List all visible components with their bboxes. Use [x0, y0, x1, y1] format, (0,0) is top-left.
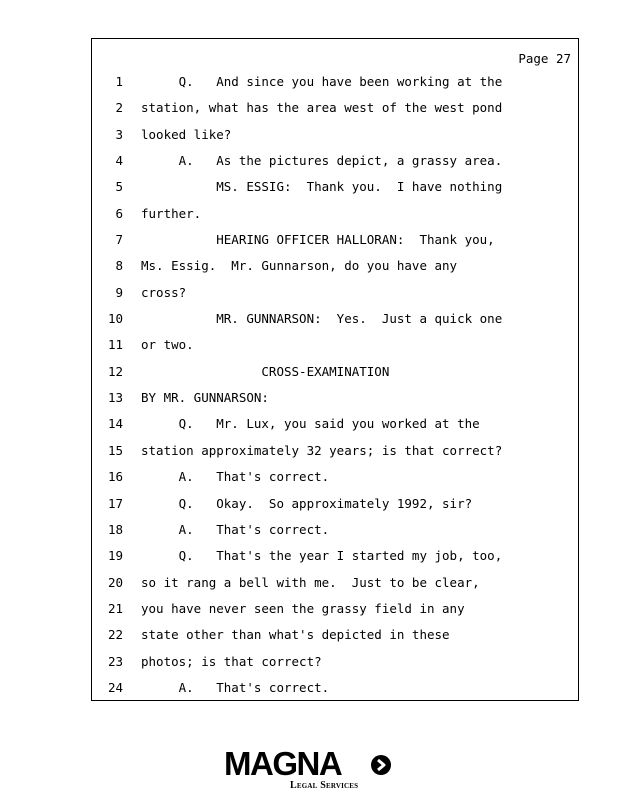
- transcript-line: [92, 258, 578, 284]
- transcript-line: [92, 364, 578, 390]
- line-number: 5: [115, 179, 123, 195]
- line-text: further.: [141, 205, 202, 221]
- transcript-line: [92, 627, 578, 653]
- transcript-line: [92, 285, 578, 311]
- transcript-line: [92, 179, 578, 205]
- transcript-line: [92, 74, 578, 100]
- line-text: Ms. Essig. Mr. Gunnarson, do you have any: [141, 258, 458, 274]
- line-number: 20: [107, 574, 123, 590]
- transcript-line: [92, 469, 578, 495]
- transcript-line: [92, 390, 578, 416]
- chevron-circle-icon: [370, 754, 392, 776]
- line-number: 21: [107, 600, 123, 616]
- line-text: HEARING OFFICER HALLORAN: Thank you,: [141, 232, 495, 248]
- line-text: Q. That's the year I started my job, too,: [141, 548, 503, 564]
- line-text: you have never seen the grassy field in any: [141, 600, 465, 616]
- transcript-line: [92, 680, 578, 706]
- line-text: A. That's correct.: [141, 521, 330, 537]
- line-text: BY MR. GUNNARSON:: [141, 390, 269, 406]
- transcript-line: [92, 548, 578, 574]
- logo-wordmark: MAGNA: [224, 745, 342, 782]
- line-text: CROSS-EXAMINATION: [141, 363, 390, 379]
- line-number: 19: [107, 548, 123, 564]
- transcript-line: [92, 654, 578, 680]
- line-text: Q. Okay. So approximately 1992, sir?: [141, 495, 473, 511]
- transcript-line: [92, 311, 578, 337]
- line-number: 6: [115, 205, 123, 221]
- transcript-line: [92, 153, 578, 179]
- transcript-line: [92, 601, 578, 627]
- transcript-line: [92, 100, 578, 126]
- line-number: 12: [107, 363, 123, 379]
- line-text: station approximately 32 years; is that correct?: [141, 442, 503, 458]
- line-text: cross?: [141, 284, 187, 300]
- transcript-line: [92, 496, 578, 522]
- line-number: 15: [107, 442, 123, 458]
- line-text: station, what has the area west of the west pond: [141, 100, 503, 116]
- transcript-line: [92, 443, 578, 469]
- line-number: 17: [107, 495, 123, 511]
- line-number: 1: [115, 74, 123, 89]
- line-number: 22: [107, 627, 123, 643]
- line-text: A. That's correct.: [141, 679, 330, 695]
- transcript-line: [92, 232, 578, 258]
- transcript-line: [92, 337, 578, 363]
- transcript-line: [92, 522, 578, 548]
- transcript-page: [91, 38, 579, 701]
- transcript-line: [92, 206, 578, 232]
- transcript-line: [92, 416, 578, 442]
- line-number: 2: [115, 100, 123, 116]
- line-number: 11: [107, 337, 123, 353]
- line-text: looked like?: [141, 126, 232, 142]
- line-text: state other than what's depicted in these: [141, 627, 450, 643]
- line-number: 9: [115, 284, 123, 300]
- line-text: A. That's correct.: [141, 469, 330, 485]
- line-number: 16: [107, 469, 123, 485]
- transcript-lines: [92, 74, 578, 706]
- line-number: 4: [115, 153, 123, 169]
- line-number: 13: [107, 390, 123, 406]
- line-number: 18: [107, 521, 123, 537]
- page-number: Page 27: [518, 51, 571, 66]
- transcript-line: [92, 127, 578, 153]
- line-number: 3: [115, 126, 123, 142]
- line-number: 7: [115, 232, 123, 248]
- line-text: Q. Mr. Lux, you said you worked at the: [141, 416, 480, 432]
- line-text: MR. GUNNARSON: Yes. Just a quick one: [141, 311, 503, 327]
- line-text: or two.: [141, 337, 194, 353]
- line-text: MS. ESSIG: Thank you. I have nothing: [141, 179, 503, 195]
- magna-logo: [224, 746, 396, 794]
- line-number: 24: [107, 679, 123, 695]
- transcript-line: [92, 575, 578, 601]
- line-text: photos; is that correct?: [141, 653, 322, 669]
- logo-subtitle: Legal Services: [290, 780, 359, 791]
- line-text: Q. And since you have been working at the: [141, 74, 503, 89]
- line-number: 23: [107, 653, 123, 669]
- line-number: 10: [107, 311, 123, 327]
- line-number: 14: [107, 416, 123, 432]
- line-text: so it rang a bell with me. Just to be clear,: [141, 574, 480, 590]
- line-text: A. As the pictures depict, a grassy area.: [141, 153, 503, 169]
- line-number: 8: [115, 258, 123, 274]
